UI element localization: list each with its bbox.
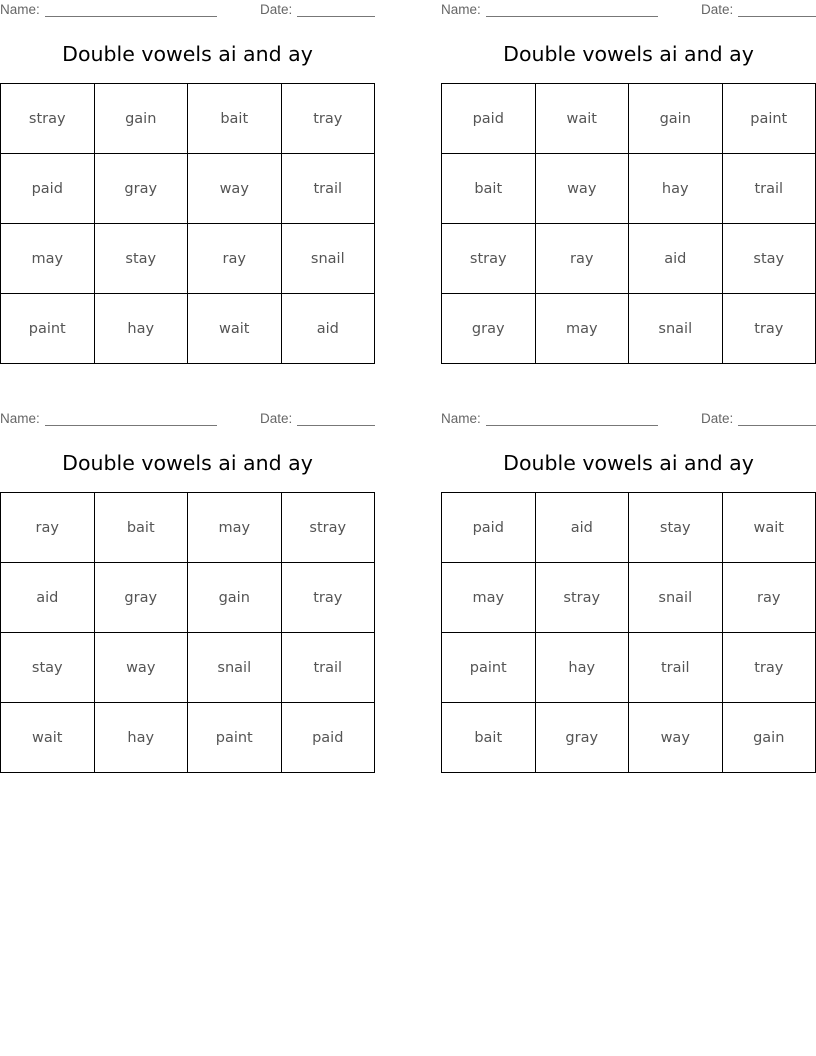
bingo-card-4 bbox=[441, 409, 816, 774]
grid-row bbox=[442, 294, 816, 364]
grid-cell: bait bbox=[442, 703, 536, 773]
grid-cell: trail bbox=[281, 633, 375, 703]
grid-cell: wait bbox=[722, 493, 816, 563]
grid-cell: snail bbox=[629, 563, 723, 633]
grid-cell: may bbox=[188, 493, 282, 563]
grid-cell: paid bbox=[442, 493, 536, 563]
grid-cell: may bbox=[442, 563, 536, 633]
grid-row bbox=[442, 703, 816, 773]
name-label: Name: bbox=[441, 411, 481, 426]
grid-cell: stray bbox=[535, 563, 629, 633]
card-title: Double vowels ai and ay bbox=[62, 42, 313, 66]
grid-cell: gain bbox=[629, 84, 723, 154]
grid-cell: hay bbox=[94, 294, 188, 364]
grid-cell: wait bbox=[188, 294, 282, 364]
grid-cell: trail bbox=[281, 154, 375, 224]
grid-cell: stray bbox=[442, 224, 536, 294]
grid-row bbox=[1, 633, 375, 703]
date-line bbox=[738, 16, 816, 17]
grid-cell: trail bbox=[722, 154, 816, 224]
bingo-card-3 bbox=[0, 409, 375, 774]
grid-cell: snail bbox=[629, 294, 723, 364]
grid-row bbox=[1, 224, 375, 294]
grid-cell: wait bbox=[535, 84, 629, 154]
grid-row bbox=[442, 154, 816, 224]
grid-cell: paint bbox=[722, 84, 816, 154]
grid-cell: hay bbox=[94, 703, 188, 773]
card-header bbox=[441, 2, 816, 20]
grid-cell: ray bbox=[535, 224, 629, 294]
grid-cell: tray bbox=[722, 633, 816, 703]
word-grid bbox=[0, 83, 375, 364]
grid-cell: paint bbox=[442, 633, 536, 703]
grid-cell: way bbox=[94, 633, 188, 703]
card-title: Double vowels ai and ay bbox=[503, 451, 754, 475]
grid-cell: aid bbox=[1, 563, 95, 633]
grid-cell: aid bbox=[281, 294, 375, 364]
grid-cell: gray bbox=[94, 563, 188, 633]
card-header bbox=[0, 2, 375, 20]
grid-cell: way bbox=[188, 154, 282, 224]
grid-row bbox=[442, 493, 816, 563]
grid-row bbox=[1, 154, 375, 224]
grid-row bbox=[1, 84, 375, 154]
grid-cell: ray bbox=[1, 493, 95, 563]
grid-row bbox=[442, 633, 816, 703]
grid-cell: wait bbox=[1, 703, 95, 773]
grid-cell: stay bbox=[1, 633, 95, 703]
grid-cell: ray bbox=[188, 224, 282, 294]
grid-row bbox=[442, 563, 816, 633]
card-header bbox=[441, 411, 816, 429]
grid-cell: gain bbox=[722, 703, 816, 773]
name-line bbox=[486, 425, 658, 426]
word-grid bbox=[441, 492, 816, 773]
grid-cell: gray bbox=[94, 154, 188, 224]
grid-cell: tray bbox=[281, 563, 375, 633]
grid-cell: stay bbox=[629, 493, 723, 563]
grid-row bbox=[442, 224, 816, 294]
word-grid bbox=[441, 83, 816, 364]
grid-cell: paint bbox=[188, 703, 282, 773]
grid-cell: hay bbox=[535, 633, 629, 703]
grid-cell: aid bbox=[629, 224, 723, 294]
grid-cell: way bbox=[629, 703, 723, 773]
grid-cell: snail bbox=[188, 633, 282, 703]
grid-cell: tray bbox=[281, 84, 375, 154]
date-label: Date: bbox=[701, 2, 734, 17]
grid-cell: stray bbox=[1, 84, 95, 154]
grid-cell: gain bbox=[94, 84, 188, 154]
grid-row bbox=[1, 294, 375, 364]
name-line bbox=[45, 425, 217, 426]
date-line bbox=[738, 425, 816, 426]
date-line bbox=[297, 425, 375, 426]
name-line bbox=[486, 16, 658, 17]
grid-cell: way bbox=[535, 154, 629, 224]
grid-cell: bait bbox=[94, 493, 188, 563]
bingo-card-1 bbox=[0, 0, 375, 365]
grid-cell: stray bbox=[281, 493, 375, 563]
date-label: Date: bbox=[260, 411, 293, 426]
grid-row bbox=[442, 84, 816, 154]
date-label: Date: bbox=[701, 411, 734, 426]
grid-cell: may bbox=[1, 224, 95, 294]
date-label: Date: bbox=[260, 2, 293, 17]
grid-row bbox=[1, 493, 375, 563]
name-label: Name: bbox=[0, 411, 40, 426]
grid-cell: hay bbox=[629, 154, 723, 224]
word-grid bbox=[0, 492, 375, 773]
grid-cell: aid bbox=[535, 493, 629, 563]
date-line bbox=[297, 16, 375, 17]
grid-row bbox=[1, 563, 375, 633]
grid-cell: paid bbox=[281, 703, 375, 773]
bingo-card-2 bbox=[441, 0, 816, 365]
name-label: Name: bbox=[0, 2, 40, 17]
grid-cell: tray bbox=[722, 294, 816, 364]
grid-cell: snail bbox=[281, 224, 375, 294]
grid-cell: gray bbox=[535, 703, 629, 773]
name-label: Name: bbox=[441, 2, 481, 17]
grid-cell: bait bbox=[188, 84, 282, 154]
grid-cell: ray bbox=[722, 563, 816, 633]
grid-cell: paid bbox=[442, 84, 536, 154]
grid-cell: may bbox=[535, 294, 629, 364]
grid-cell: gain bbox=[188, 563, 282, 633]
card-header bbox=[0, 411, 375, 429]
grid-cell: stay bbox=[722, 224, 816, 294]
grid-row bbox=[1, 703, 375, 773]
grid-cell: stay bbox=[94, 224, 188, 294]
grid-cell: paid bbox=[1, 154, 95, 224]
name-line bbox=[45, 16, 217, 17]
grid-cell: gray bbox=[442, 294, 536, 364]
card-title: Double vowels ai and ay bbox=[62, 451, 313, 475]
card-title: Double vowels ai and ay bbox=[503, 42, 754, 66]
grid-cell: bait bbox=[442, 154, 536, 224]
grid-cell: trail bbox=[629, 633, 723, 703]
grid-cell: paint bbox=[1, 294, 95, 364]
